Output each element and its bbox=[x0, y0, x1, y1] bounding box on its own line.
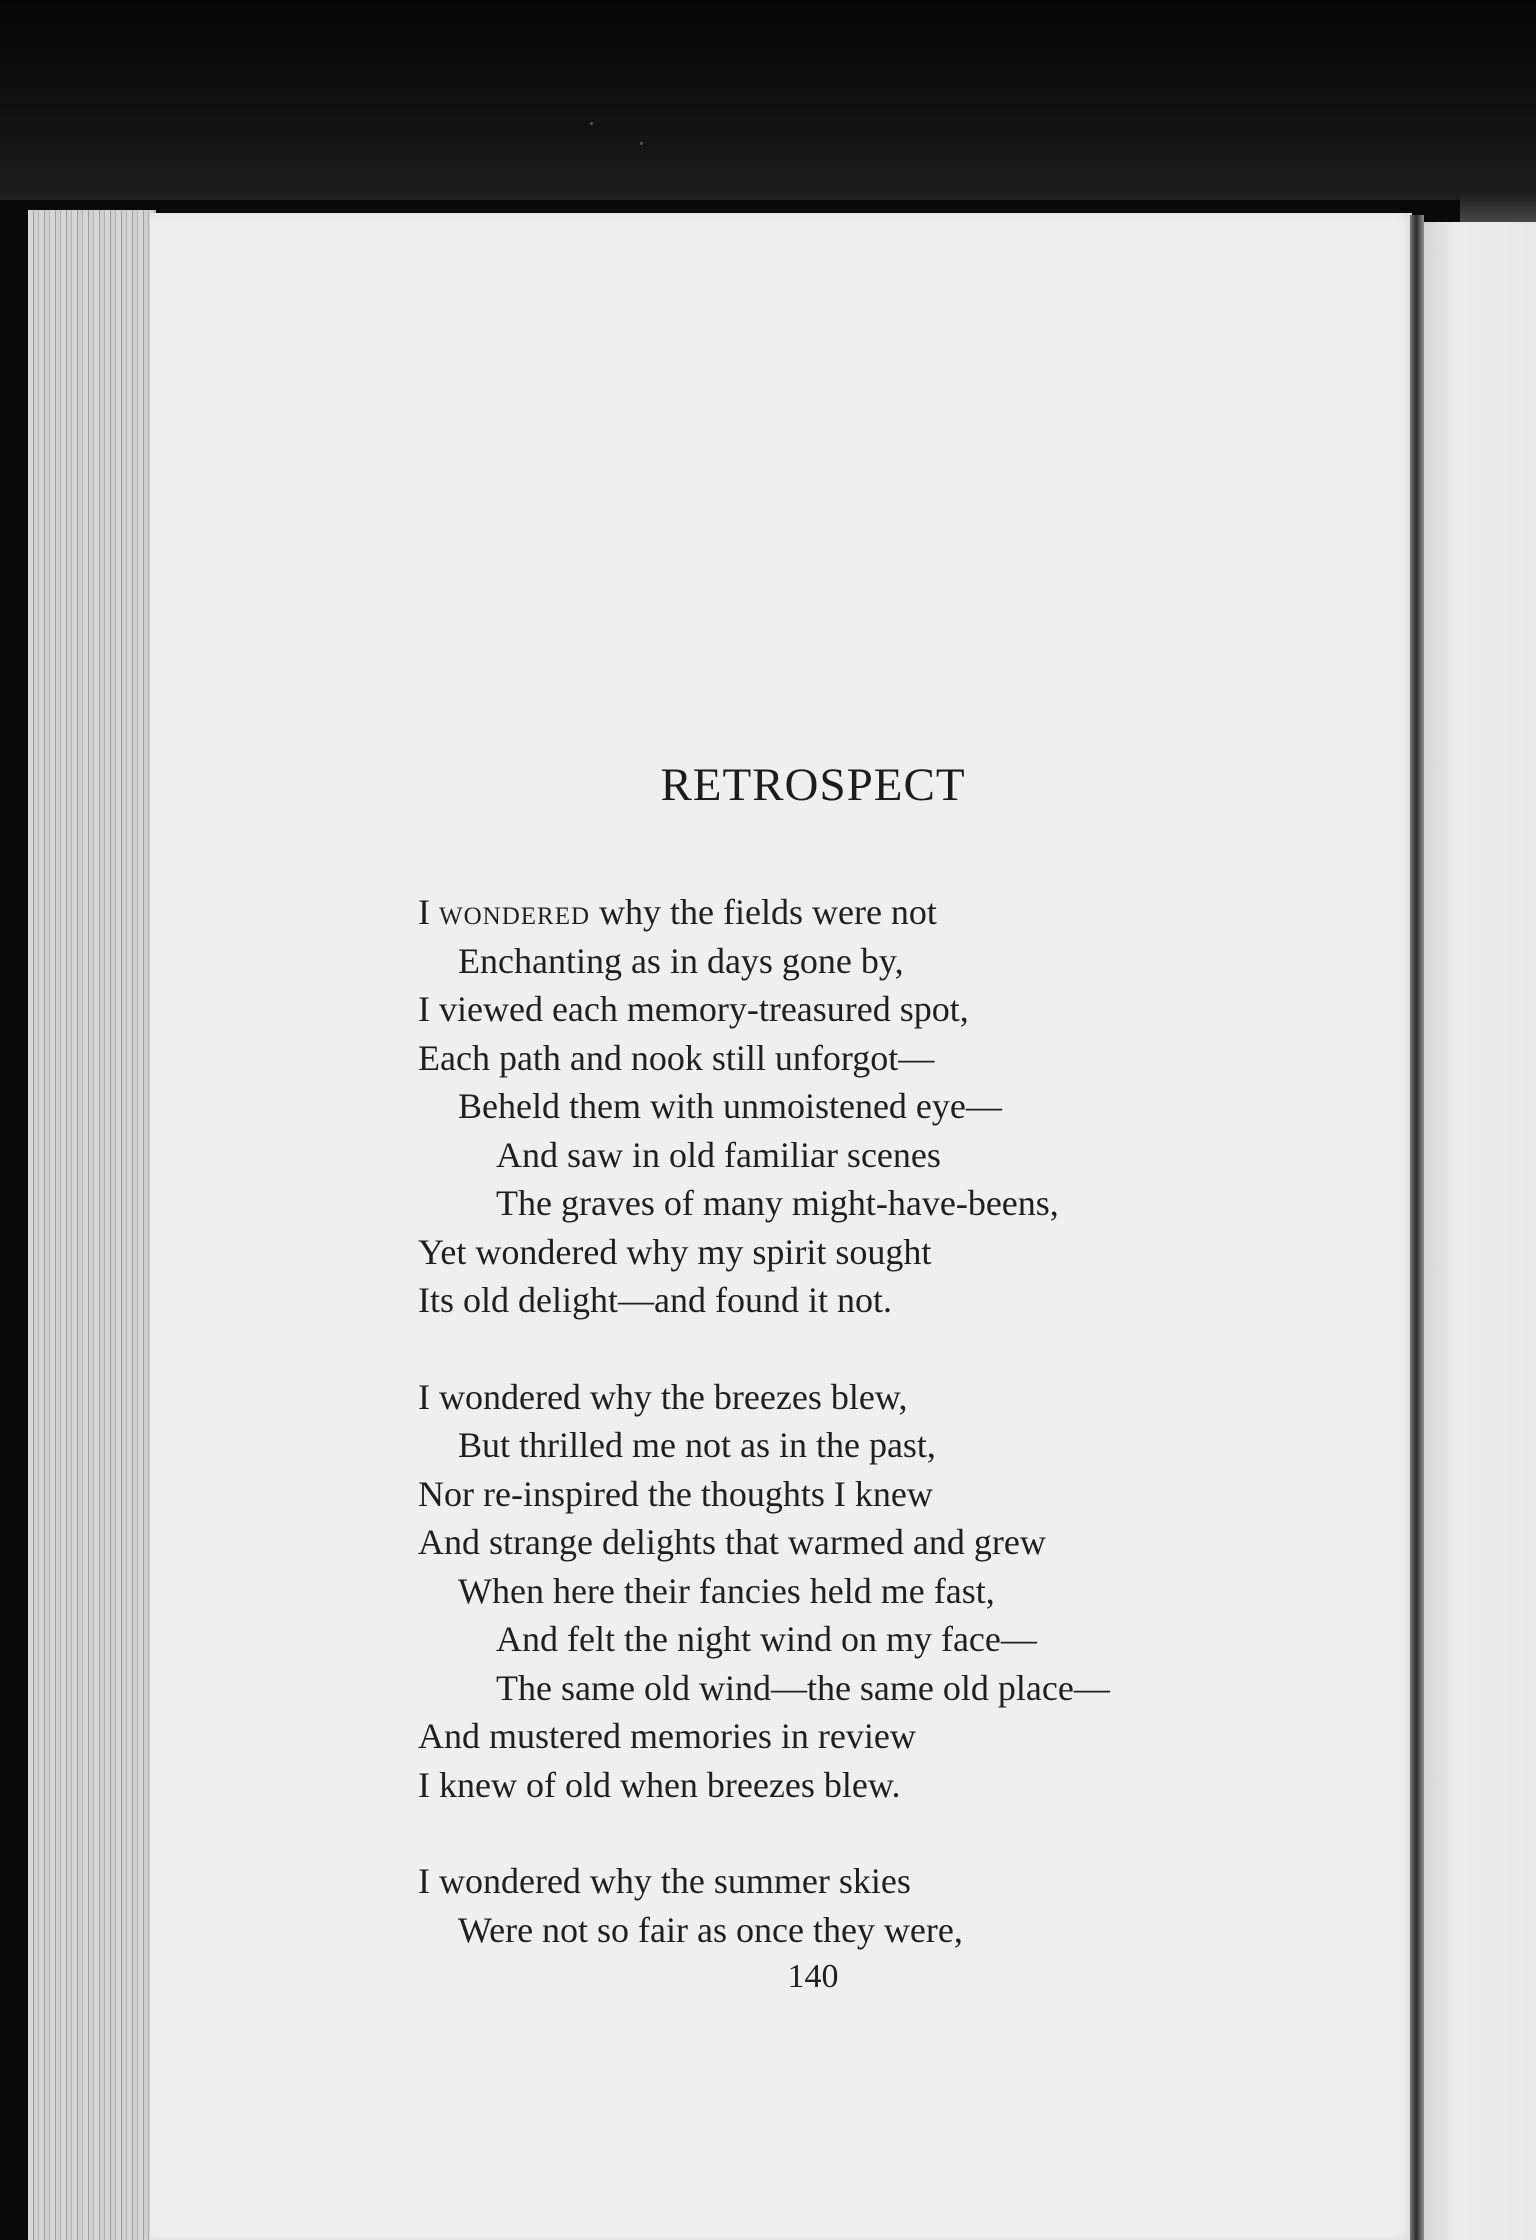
poem-line: I wondered why the fields were not bbox=[418, 892, 937, 932]
poem-line: When here their fancies held me fast, bbox=[458, 1570, 995, 1611]
small-caps-word: wondered bbox=[439, 892, 591, 932]
poem-line: Each path and nook still unforgot— bbox=[418, 1037, 935, 1078]
facing-page-top bbox=[1460, 190, 1536, 224]
poem-line: And mustered memories in review bbox=[418, 1716, 916, 1756]
poem-line: But thrilled me not as in the past, bbox=[458, 1425, 936, 1465]
poem-line: Beheld them with unmoistened eye— bbox=[458, 1086, 1002, 1126]
poem-line: I wondered why the summer skies bbox=[418, 1861, 911, 1901]
poem-line: Its old delight—and found it not. bbox=[418, 1280, 892, 1320]
poem-title: RETROSPECT bbox=[660, 759, 966, 811]
poem-line: Nor re-inspired the thoughts I knew bbox=[418, 1473, 933, 1514]
poem-line: I viewed each memory-treasured spot, bbox=[418, 989, 969, 1029]
stanza-2 bbox=[418, 1373, 1318, 1810]
facing-page bbox=[1424, 222, 1536, 2240]
poem-line: Enchanting as in days gone by, bbox=[458, 940, 904, 981]
poem-line: And strange delights that warmed and grew bbox=[418, 1522, 1046, 1562]
stanza-3 bbox=[418, 1857, 1318, 1954]
poem-line: The graves of many might-have-beens, bbox=[496, 1183, 1059, 1223]
poem-line: And felt the night wind on my face— bbox=[496, 1619, 1037, 1659]
book-gutter bbox=[1410, 215, 1424, 2240]
poem-line: Yet wondered why my spirit sought bbox=[418, 1231, 932, 1272]
dust-speck bbox=[640, 142, 643, 145]
scanner-background bbox=[0, 0, 1536, 200]
poem-line: And saw in old familiar scenes bbox=[496, 1134, 941, 1175]
dust-speck bbox=[590, 122, 593, 125]
poem-line: The same old wind—the same old place— bbox=[496, 1667, 1110, 1708]
poem-line: Were not so fair as once they were, bbox=[458, 1909, 963, 1950]
poem-line: I knew of old when breezes blew. bbox=[418, 1764, 901, 1805]
poem-line: I wondered why the breezes blew, bbox=[418, 1376, 908, 1417]
page-edges bbox=[28, 210, 156, 2240]
poem-body bbox=[418, 888, 1318, 2002]
stanza-1 bbox=[418, 888, 1318, 1325]
page-number: 140 bbox=[787, 1958, 839, 1995]
